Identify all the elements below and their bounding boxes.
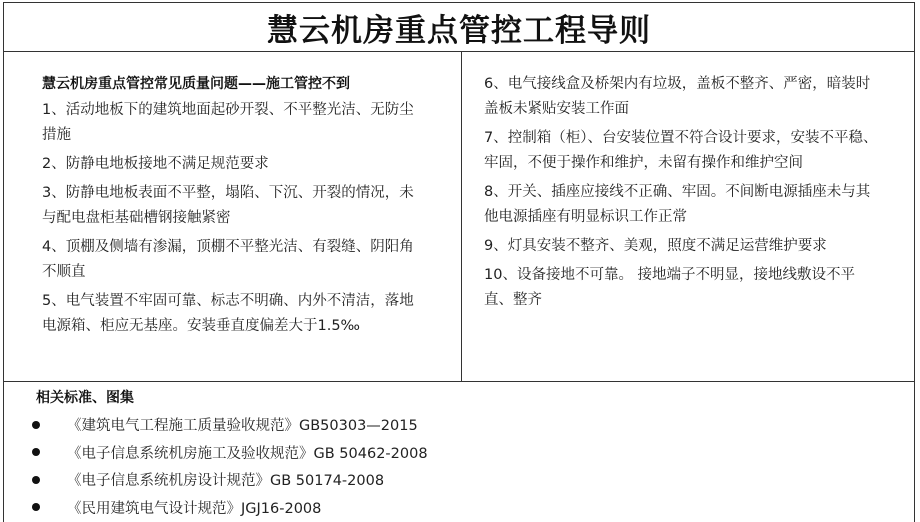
- issue-item: 8、开关、插座应接线不正确、牢固。不间断电源插座未与其他电源插座有明显标识工作正常: [484, 184, 871, 225]
- standard-item: [32, 411, 428, 439]
- column-divider: [461, 51, 462, 381]
- issue-item: 7、控制箱（柜）、台安装位置不符合设计要求，安装不平稳、牢固，不便于操作和维护，未留有操作和维护空间: [484, 130, 878, 171]
- bullet-icon: [32, 503, 40, 511]
- bullet-icon: [32, 448, 40, 456]
- issue-item: 6、电气接线盒及桥架内有垃圾，盖板不整齐、严密，暗装时盖板未紧贴安装工作面: [484, 76, 871, 117]
- standard-text: 《建筑电气工程施工质量验收规范》GB50303—2015: [67, 418, 418, 435]
- standard-item: [32, 494, 428, 522]
- issue-item: 2、防静电地板接地不满足规范要求: [42, 156, 269, 172]
- right-column: [484, 72, 884, 317]
- bullet-icon: [32, 476, 40, 484]
- standards-section: [3, 382, 915, 522]
- issue-item: 3、防静电地板表面不平整，塌陷、下沉、开裂的情况，未与配电盘柜基础槽钢接触紧密: [42, 185, 414, 226]
- standard-item: [32, 439, 428, 467]
- standards-heading: 相关标准、图集: [36, 390, 134, 406]
- issue-item: 10、设备接地不可靠。 接地端子不明显，接地线敷设不平直、整齐: [484, 267, 856, 308]
- issue-item: 5、电气装置不牢固可靠、标志不明确、内外不清洁，落地电源箱、柜应无基座。安装垂直度偏差大于1.5‰: [42, 293, 414, 334]
- bullet-icon: [32, 421, 40, 429]
- issue-item: 9、灯具安装不整齐、美观，照度不满足运营维护要求: [484, 238, 827, 254]
- page-title: 慧云机房重点管控工程导则: [267, 12, 651, 49]
- issue-item: 1、活动地板下的建筑地面起砂开裂、不平整光洁、无防尘措施: [42, 102, 414, 143]
- standards-list: [32, 411, 428, 521]
- quality-issues-section: [3, 51, 915, 382]
- title-bar: [3, 2, 915, 52]
- issues-heading: 慧云机房重点管控常见质量问题——施工管控不到: [42, 76, 350, 92]
- standard-text: 《民用建筑电气设计规范》JGJ16-2008: [67, 500, 322, 517]
- left-column: [42, 72, 427, 343]
- standard-text: 《电子信息系统机房设计规范》GB 50174-2008: [67, 473, 385, 490]
- issue-item: 4、顶棚及侧墙有渗漏，顶棚不平整光洁、有裂缝、阴阳角不顺直: [42, 239, 414, 280]
- standard-item: [32, 466, 428, 494]
- standard-text: 《电子信息系统机房施工及验收规范》GB 50462-2008: [67, 445, 428, 462]
